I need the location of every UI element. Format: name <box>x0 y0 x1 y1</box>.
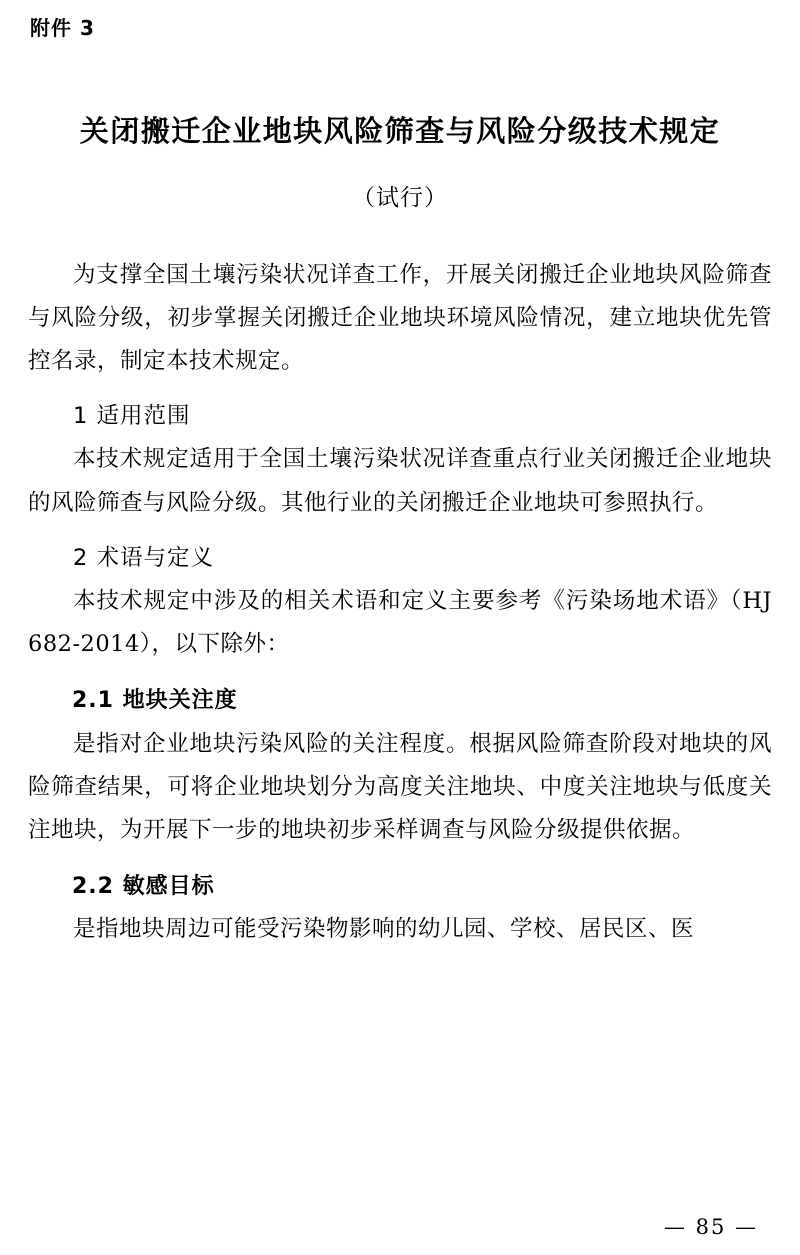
subsection-heading-2-2: 2.2 敏感目标 <box>72 874 215 900</box>
attachment-label: 附件 3 <box>30 16 95 40</box>
document-page <box>0 12 800 1255</box>
subsection-2-2-paragraph-1: 是指地块周边可能受污染物影响的幼儿园、学校、居民区、医 <box>73 916 695 943</box>
page-title: 关闭搬迁企业地块风险筛查与风险分级技术规定 <box>79 114 721 148</box>
subsection-heading-2-1: 2.1 地块关注度 <box>72 688 238 714</box>
section-heading-2: 2 术语与定义 <box>73 544 214 571</box>
page-number: — 85 — <box>663 1215 758 1239</box>
section-heading-1: 1 适用范围 <box>73 403 191 430</box>
section-1-paragraph-1: 本技术规定适用于全国土壤污染状况详查重点行业关闭搬迁企业地块的风险筛查与风险分级。其他行业的关闭搬迁企业地块可参照执行。 <box>28 446 772 516</box>
intro-paragraph: 为支撑全国土壤污染状况详查工作，开展关闭搬迁企业地块风险筛查与风险分级，初步掌握关闭搬迁企业地块环境风险情况，建立地块优先管控名录，制定本技术规定。 <box>28 261 772 375</box>
section-2-paragraph-1: 本技术规定中涉及的相关术语和定义主要参考《污染场地术语》（HJ 682-2014），以下除外： <box>28 588 772 658</box>
document-body <box>28 254 772 952</box>
document-subtitle: （试行） <box>352 184 448 211</box>
subsection-2-1-paragraph-1: 是指对企业地块污染风险的关注程度。根据风险筛查阶段对地块的风险筛查结果，可将企业地块划分为高度关注地块、中度关注地块与低度关注地块，为开展下一步的地块初步采样调查与风险分级提供依据。 <box>28 730 772 843</box>
